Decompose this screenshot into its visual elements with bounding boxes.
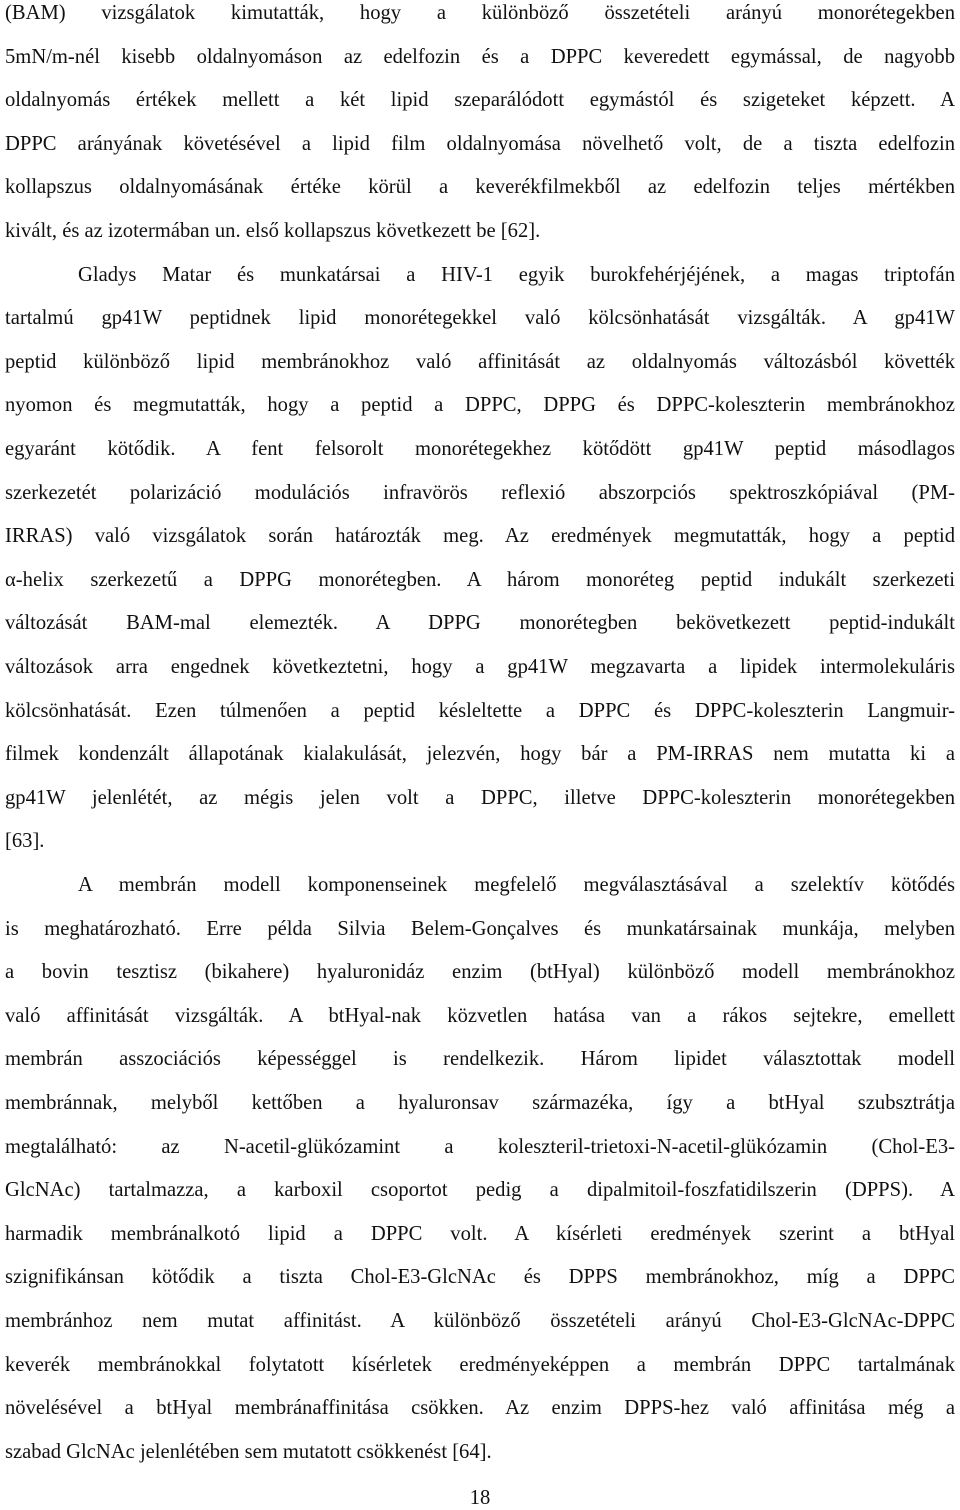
text-line: GlcNAc) tartalmazza, a karboxil csoportot pedig a dipalmitoil-foszfatidilszerin (DPPS). A bbox=[5, 1179, 955, 1202]
text-line: gp41W jelenlétét, az mégis jelen volt a DPPC, illetve DPPC-koleszterin monorétegekben bbox=[5, 786, 955, 809]
text-line: kollapszus oldalnyomásának értéke körül a keverékfilmekből az edelfozin teljes mértékben bbox=[5, 176, 955, 199]
text-line: DPPC arányának követésével a lipid film oldalnyomása növelhető volt, de a tiszta edelfozin bbox=[5, 132, 955, 155]
text-line: keverék membránokkal folytatott kísérletek eredményeképpen a membrán DPPC tartalmának bbox=[5, 1353, 955, 1376]
text-line: membrán asszociációs képességgel is rendelkezik. Három lipidet választottak modell bbox=[5, 1048, 955, 1071]
text-line: változások arra engednek következtetni, hogy a gp41W megzavarta a lipidek intermolekuláris bbox=[5, 656, 955, 678]
text-line: nyomon és megmutatták, hogy a peptid a DPPC, DPPG és DPPC-koleszterin membránokhoz bbox=[5, 394, 955, 417]
text-line: [63]. bbox=[5, 830, 45, 853]
text-line: harmadik membránalkotó lipid a DPPC volt. A kísérleti eredmények szerint a btHyal bbox=[5, 1222, 955, 1245]
text-line: is meghatározható. Erre példa Silvia Belem-Gonçalves és munkatársainak munkája, melyben bbox=[5, 917, 955, 940]
text-line: növelésével a btHyal membránaffinitása csökken. Az enzim DPPS-hez való affinitása még a bbox=[5, 1397, 955, 1420]
text-line: filmek kondenzált állapotának kialakulását, jelezvén, hogy bár a PM-IRRAS nem mutatta ki a bbox=[5, 743, 955, 766]
text-line: Gladys Matar és munkatársai a HIV-1 egyik burokfehérjéjének, a magas triptofán bbox=[78, 263, 955, 286]
text-line: egyaránt kötődik. A fent felsorolt monorétegekhez kötődött gp41W peptid másodlagos bbox=[5, 438, 955, 460]
page-number: 18 bbox=[469, 1487, 491, 1509]
text-line: való affinitását vizsgálták. A btHyal-nak közvetlen hatása van a rákos sejtekre, emellett bbox=[5, 1004, 955, 1027]
text-line: oldalnyomás értékek mellett a két lipid szeparálódott egymástól és szigeteket képzett. A bbox=[5, 89, 955, 112]
text-line: kölcsönhatását. Ezen túlmenően a peptid késleltette a DPPC és DPPC-koleszterin Langmuir- bbox=[5, 699, 955, 722]
text-line: szabad GlcNAc jelenlétében sem mutatott csökkenést [64]. bbox=[5, 1440, 492, 1463]
text-line: membránhoz nem mutat affinitást. A különböző összetételi arányú Chol-E3-GlcNAc-DPPC bbox=[5, 1310, 955, 1332]
text-line: tartalmú gp41W peptidnek lipid monorétegekkel való kölcsönhatását vizsgálták. A gp41W bbox=[5, 307, 955, 330]
text-line: (BAM) vizsgálatok kimutatták, hogy a különböző összetételi arányú monorétegekben bbox=[5, 2, 955, 24]
text-line: IRRAS) való vizsgálatok során határozták meg. Az eredmények megmutatták, hogy a peptid bbox=[5, 525, 955, 548]
text-line: peptid különböző lipid membránokhoz való affinitását az oldalnyomás változásból követték bbox=[5, 350, 955, 373]
text-line: kivált, és az izotermában un. első kollapszus következett be [62]. bbox=[5, 220, 541, 242]
text-line: 5mN/m-nél kisebb oldalnyomáson az edelfozin és a DPPC keveredett egymással, de nagyobb bbox=[5, 45, 955, 68]
text-line: megtalálható: az N-acetil-glükózamint a koleszteril-trietoxi-N-acetil-glükózamin (Chol-E3- bbox=[5, 1135, 955, 1158]
text-line: változását BAM-mal elemezték. A DPPG monorétegben bekövetkezett peptid-indukált bbox=[5, 612, 955, 635]
text-line: szerkezetét polarizáció modulációs infravörös reflexió abszorpciós spektroszkópiával (PM- bbox=[5, 481, 955, 504]
text-line: A membrán modell komponenseinek megfelelő megválasztásával a szelektív kötődés bbox=[78, 874, 955, 896]
text-line: a bovin tesztisz (bikahere) hyaluronidáz enzim (btHyal) különböző modell membránokhoz bbox=[5, 961, 955, 984]
text-line: szignifikánsan kötődik a tiszta Chol-E3-GlcNAc és DPPS membránokhoz, míg a DPPC bbox=[5, 1266, 955, 1289]
text-line: membránnak, melyből kettőben a hyaluronsav származéka, így a btHyal szubsztrátja bbox=[5, 1092, 955, 1114]
text-line: α-helix szerkezetű a DPPG monorétegben. A három monoréteg peptid indukált szerkezeti bbox=[5, 568, 955, 591]
